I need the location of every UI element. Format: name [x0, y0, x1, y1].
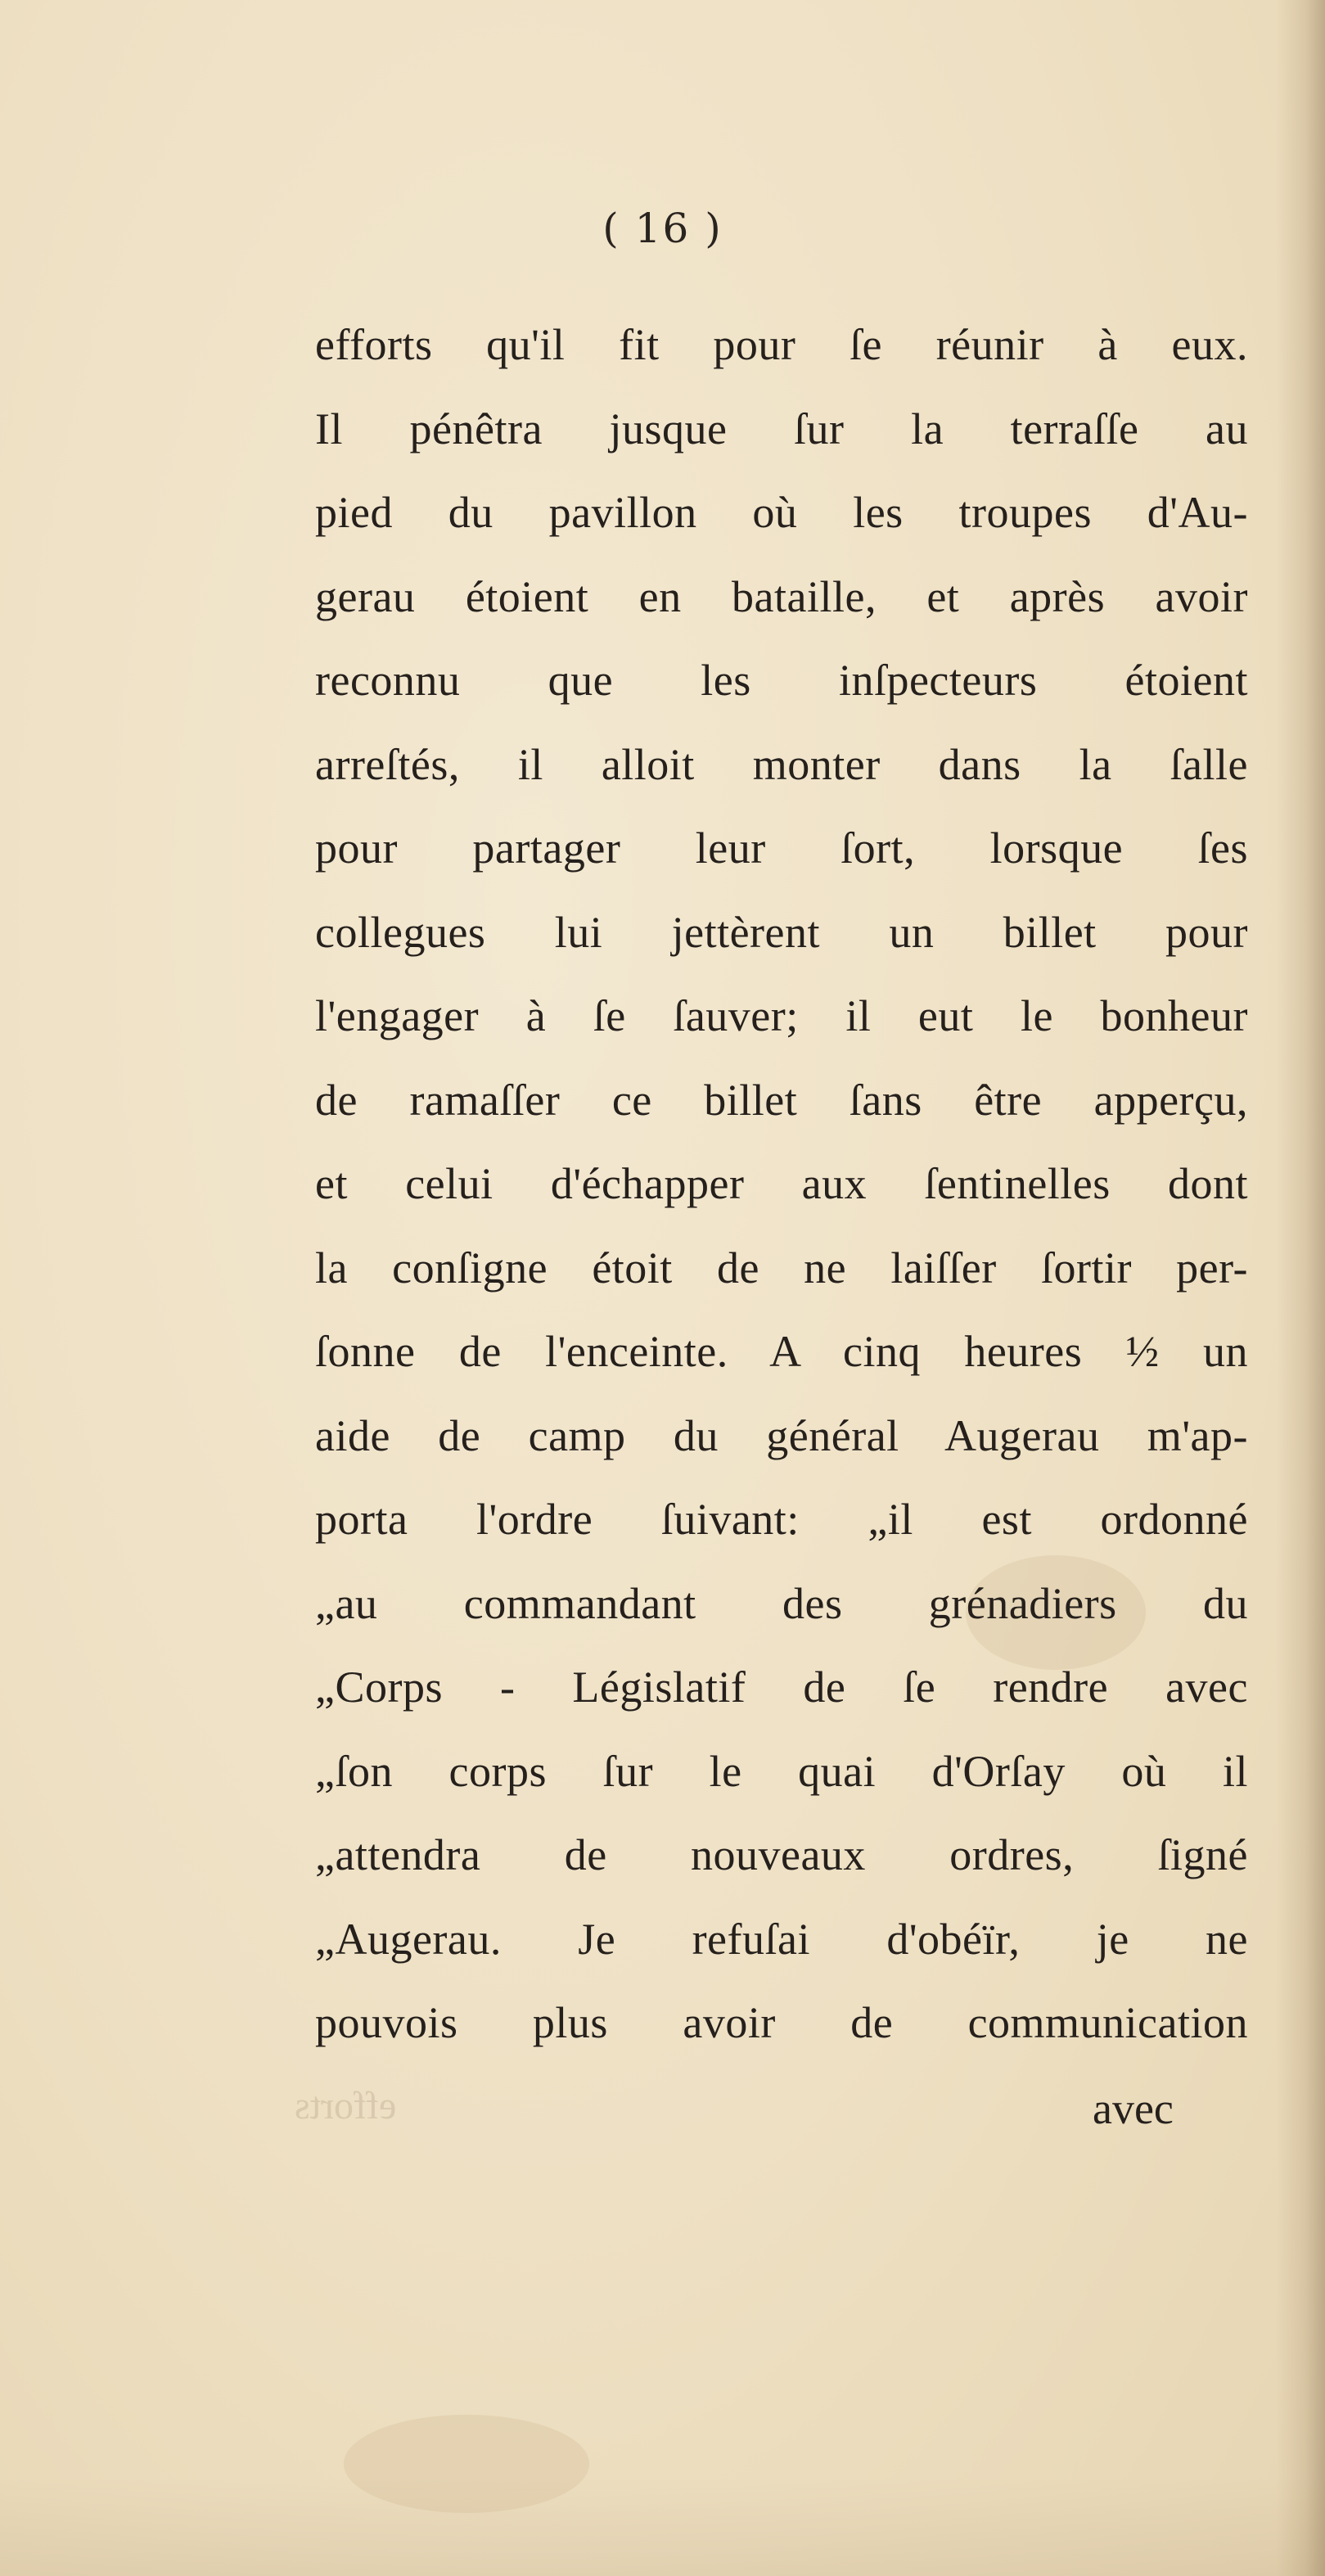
text-line: pied du pavillon où les troupes d'Au- [315, 488, 1248, 537]
text-line: l'engager à ſe ſauver; il eut le bonheur [315, 991, 1248, 1040]
text-line: „Corps - Législatif de ſe rendre avec [315, 1662, 1248, 1712]
text-line: efforts qu'il fit pour ſe réunir à eux. [315, 320, 1248, 369]
text-line: reconnu que les inſpecteurs étoient [315, 656, 1248, 705]
text-line: de ramaſſer ce billet ſans être apperçu, [315, 1075, 1248, 1125]
text-line: „ſon corps ſur le quai d'Orſay où il [315, 1746, 1248, 1796]
text-line: ſonne de l'enceinte. A cinq heures ½ un [315, 1327, 1248, 1376]
page-edge-shadow [1276, 0, 1325, 2576]
text-line: pour partager leur ſort, lorsque ſes [315, 823, 1248, 873]
text-line: „attendra de nouveaux ordres, ſigné [315, 1830, 1248, 1879]
page-number: ( 16 ) [602, 205, 723, 252]
text-line: Il pénêtra jusque ſur la terraſſe au [315, 404, 1248, 453]
text-line: collegues lui jettèrent un billet pour [315, 907, 1248, 957]
text-line: „au commandant des grénadiers du [315, 1578, 1248, 1628]
text-line: „Augerau. Je refuſai d'obéïr, je ne [315, 1914, 1248, 1964]
text-line: aide de camp du général Augerau m'ap- [315, 1410, 1248, 1460]
text-line: la conſigne étoit de ne laiſſer ſortir per- [315, 1243, 1248, 1293]
show-through-text: efforts [295, 2084, 397, 2127]
text-line: arreſtés, il alloit monter dans la ſalle [315, 739, 1248, 789]
text-line: pouvois plus avoir de communication [315, 1998, 1248, 2047]
text-line: porta l'ordre ſuivant: „il est ordonné [315, 1495, 1248, 1544]
page-bottom-shadow [0, 2478, 1325, 2576]
text-line: gerau étoient en bataille, et après avoir [315, 571, 1248, 621]
catchword: avec [1093, 2084, 1174, 2133]
body-text [315, 303, 1248, 2065]
text-line: et celui d'échapper aux ſentinelles dont [315, 1159, 1248, 1208]
